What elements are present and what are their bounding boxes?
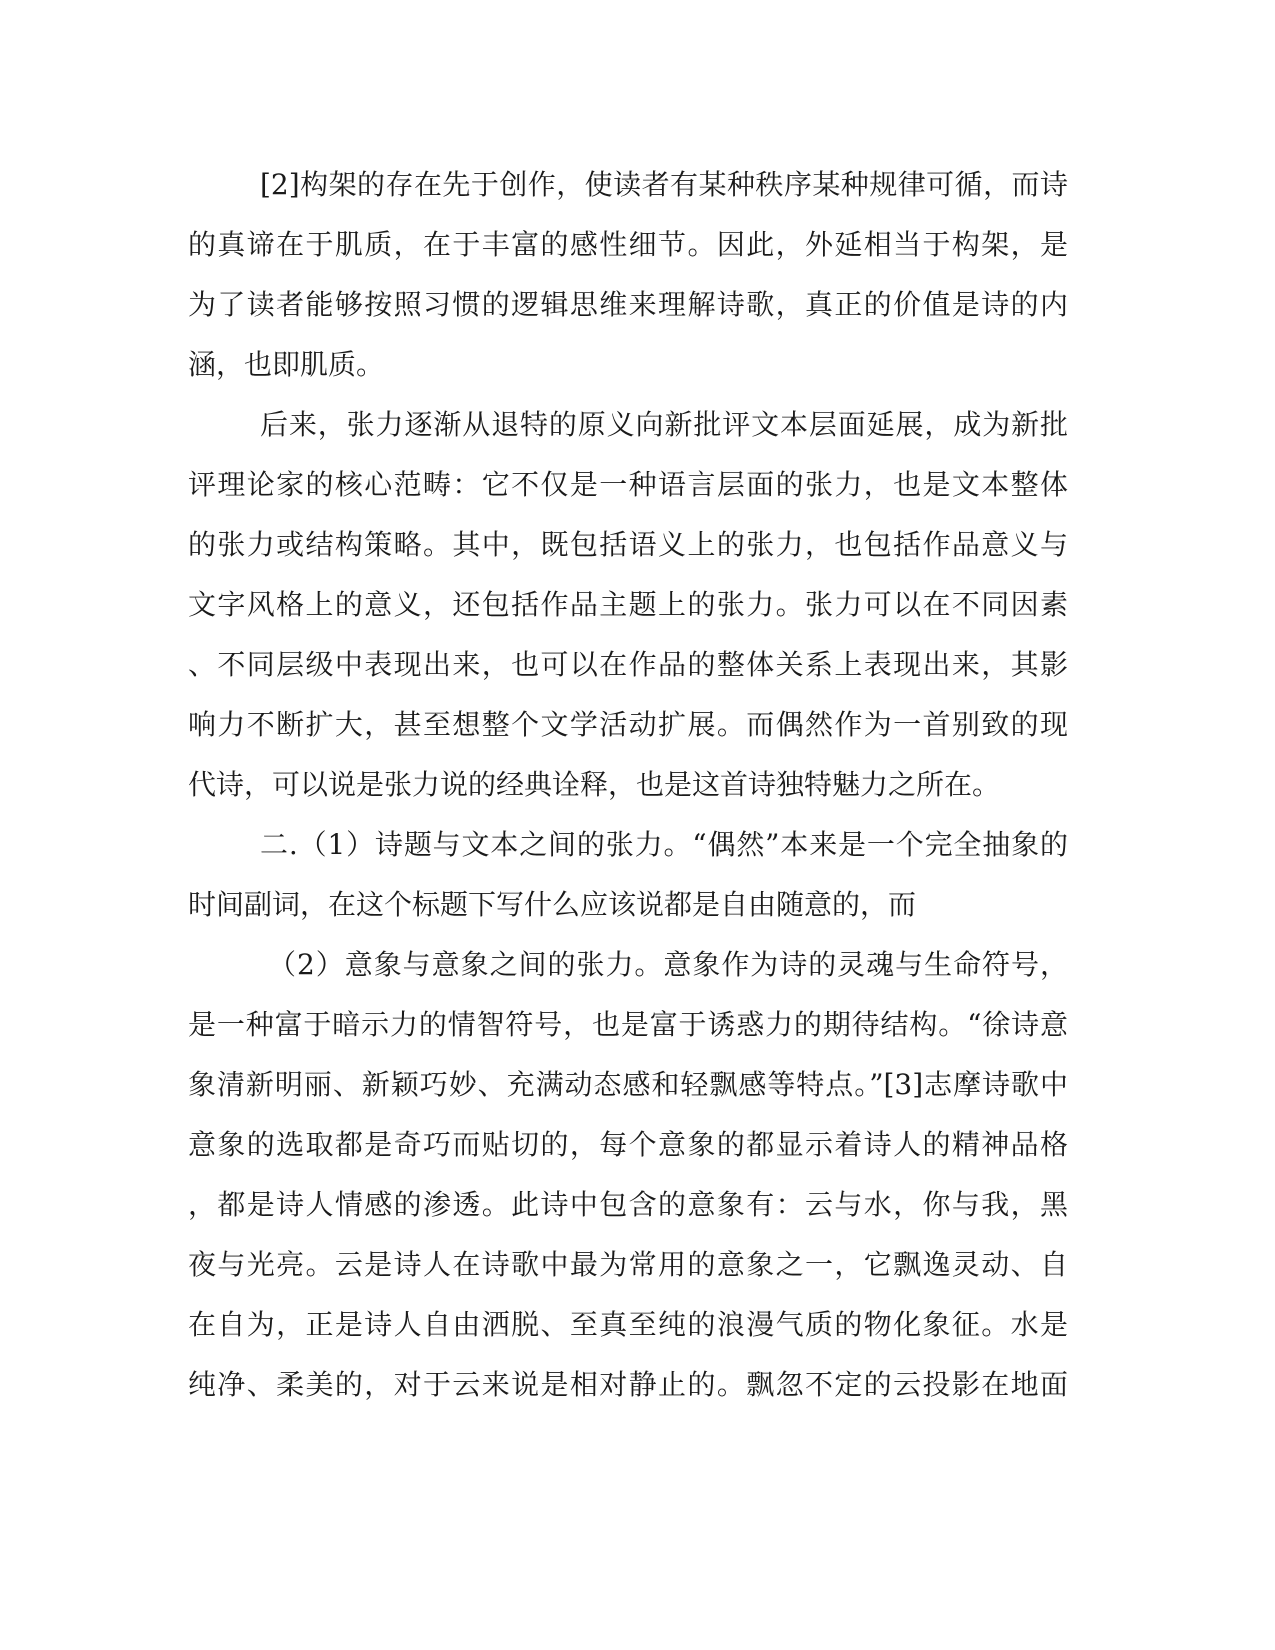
paragraph bbox=[188, 155, 1068, 395]
text-line: 纯净、柔美的，对于云来说是相对静止的。飘忽不定的云投影在地面 bbox=[188, 1368, 1068, 1401]
text-line: 的张力或结构策略。其中，既包括语义上的张力，也包括作品意义与 bbox=[188, 528, 1068, 561]
text-line: 、不同层级中表现出来，也可以在作品的整体关系上表现出来，其影 bbox=[188, 648, 1068, 681]
paragraph bbox=[188, 935, 1068, 1415]
body-text bbox=[188, 155, 1068, 1415]
text-line: 意象的选取都是奇巧而贴切的，每个意象的都显示着诗人的精神品格 bbox=[188, 1128, 1068, 1161]
text-line: （2）意象与意象之间的张力。意象作为诗的灵魂与生命符号， bbox=[268, 948, 1068, 981]
text-line: 后来，张力逐渐从退特的原义向新批评文本层面延展，成为新批 bbox=[260, 408, 1068, 441]
text-line: 的真谛在于肌质，在于丰富的感性细节。因此，外延相当于构架，是 bbox=[188, 228, 1068, 261]
text-line: [2]构架的存在先于创作，使读者有某种秩序某种规律可循，而诗 bbox=[260, 168, 1068, 201]
text-line: 文字风格上的意义，还包括作品主题上的张力。张力可以在不同因素 bbox=[188, 588, 1068, 621]
text-line: 时间副词，在这个标题下写什么应该说都是自由随意的，而 bbox=[188, 888, 917, 921]
paragraph bbox=[188, 815, 1068, 935]
text-line: 代诗，可以说是张力说的经典诠释，也是这首诗独特魅力之所在。 bbox=[188, 768, 1001, 801]
text-line: 夜与光亮。云是诗人在诗歌中最为常用的意象之一，它飘逸灵动、自 bbox=[188, 1248, 1068, 1281]
text-line: 评理论家的核心范畴：它不仅是一种语言层面的张力，也是文本整体 bbox=[188, 468, 1068, 501]
text-line: 在自为，正是诗人自由洒脱、至真至纯的浪漫气质的物化象征。水是 bbox=[188, 1308, 1068, 1341]
text-line: ，都是诗人情感的渗透。此诗中包含的意象有：云与水，你与我，黑 bbox=[188, 1188, 1068, 1221]
text-line: 是一种富于暗示力的情智符号，也是富于诱惑力的期待结构。“徐诗意 bbox=[188, 1008, 1068, 1041]
text-line: 涵，也即肌质。 bbox=[188, 348, 385, 381]
text-line: 二.（1）诗题与文本之间的张力。“偶然”本来是一个完全抽象的 bbox=[260, 828, 1068, 861]
text-line: 为了读者能够按照习惯的逻辑思维来理解诗歌，真正的价值是诗的内 bbox=[188, 288, 1068, 321]
text-line: 象清新明丽、新颖巧妙、充满动态感和轻飘感等特点。”[3]志摩诗歌中 bbox=[188, 1068, 1068, 1101]
text-line: 响力不断扩大，甚至想整个文学活动扩展。而偶然作为一首别致的现 bbox=[188, 708, 1068, 741]
paragraph bbox=[188, 395, 1068, 815]
